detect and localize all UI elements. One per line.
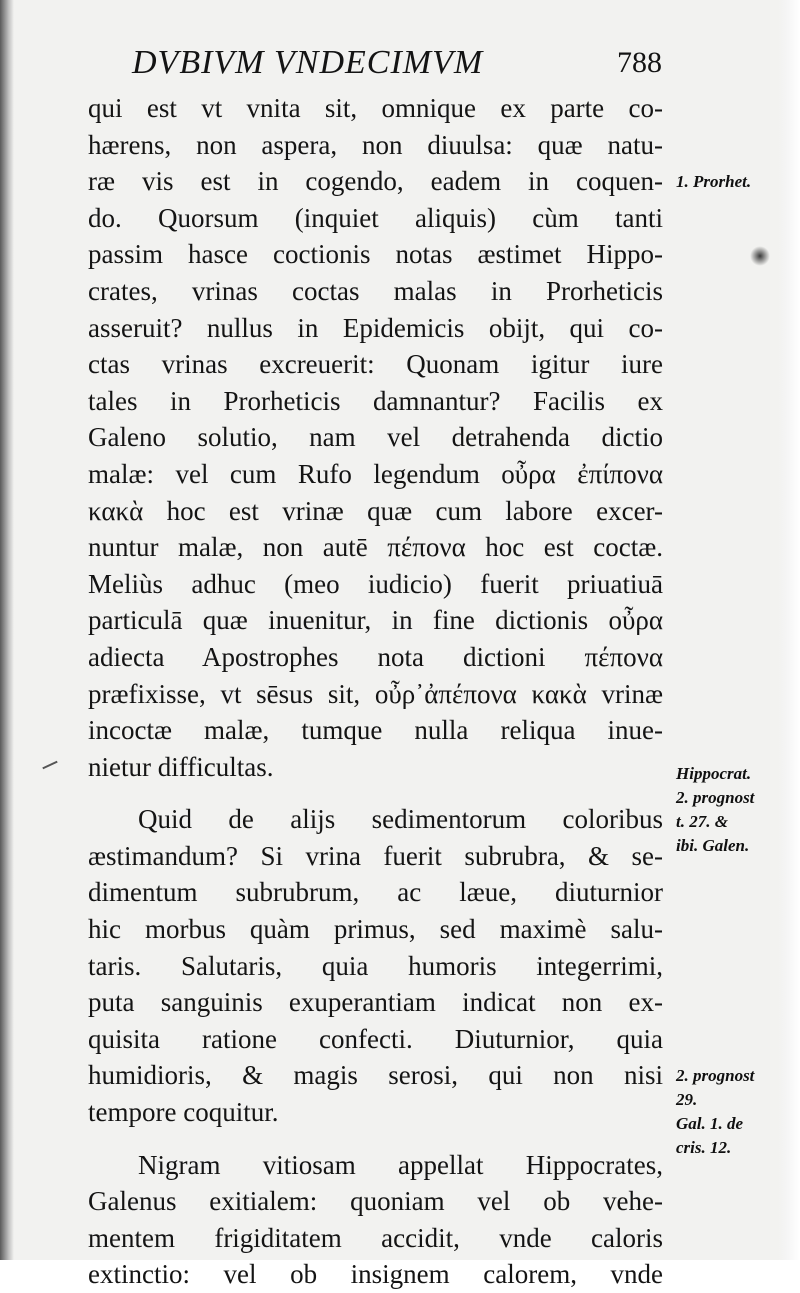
text-line: quisita ratione confecti. Diuturnior, quia <box>88 1023 663 1054</box>
text-line: nuntur malæ, non autē πέπονα hoc est coctæ. <box>88 532 663 563</box>
text-line: qui est vt vnita sit, omnique ex parte co- <box>88 93 663 123</box>
text-line: mentem frigiditatem accidit, vnde caloris <box>88 1222 663 1253</box>
text-line: puta sanguinis exuperantiam indicat non ex- <box>88 987 663 1018</box>
ink-speck <box>750 246 770 266</box>
margin-note-line: 2. prognost <box>676 788 755 807</box>
margin-note-line: ibi. Galen. <box>676 836 750 855</box>
text-line: dimentum subrubrum, ac læue, diuturnior <box>88 877 663 908</box>
running-title: DVBIVM VNDECIMVM <box>132 44 484 81</box>
running-head <box>132 44 662 94</box>
margin-note-line: 29. <box>676 1090 698 1109</box>
text-line: particulā quæ inuenitur, in fine dictionis οὖρα <box>88 605 663 636</box>
text-line: asseruit? nullus in Epidemicis obijt, qui co- <box>88 312 663 343</box>
margin-pen-mark <box>42 761 57 770</box>
text-line: crates, vrinas coctas malas in Prorheticis <box>88 275 663 306</box>
page-number: 788 <box>617 46 662 79</box>
margin-note <box>676 762 754 858</box>
margin-note-line: t. 27. & <box>676 812 728 831</box>
text-line: tales in Prorheticis damnantur? Facilis ex <box>88 385 663 416</box>
margin-note-line: 2. prognost <box>676 1066 755 1085</box>
text-line: æstimandum? Si vrina fuerit subrubra, & se- <box>88 840 663 871</box>
page-edge <box>778 0 800 1260</box>
margin-note <box>676 1064 754 1160</box>
text-line: κακὰ hoc est vrinæ quæ cum labore excer- <box>88 495 663 526</box>
text-line: præfixisse, vt sēsus sit, οὖρ᾽ἀπέπονα κακὰ vrinæ <box>88 678 663 709</box>
text-line: taris. Salutaris, quia humoris integerrimi, <box>88 950 663 981</box>
text-line: hic morbus quàm primus, sed maximè salu- <box>88 914 663 945</box>
margin-note-line: 1. Prorhet. <box>676 172 752 191</box>
paragraph-start-line: Quid de alijs sedimentorum coloribus <box>138 804 663 835</box>
margin-note <box>676 170 751 194</box>
margin-note-line: Gal. 1. de <box>676 1114 744 1133</box>
text-line: tempore coquitur. <box>88 1097 279 1128</box>
text-line: Galenus exitialem: quoniam vel ob vehe- <box>88 1186 663 1217</box>
text-line: hærens, non aspera, non diuulsa: quæ natu- <box>88 129 663 160</box>
text-line: adiecta Apostrophes nota dictioni πέπονα <box>88 641 663 672</box>
text-line: passim hasce coctionis notas æstimet Hippo- <box>88 239 663 270</box>
text-line: Meliùs adhuc (meo iudicio) fuerit priuatiuā <box>88 568 663 599</box>
paragraph-gap <box>88 1131 663 1147</box>
margin-note-line: Hippocrat. <box>676 764 752 783</box>
text-line: malæ: vel cum Rufo legendum οὖρα ἐπίπονα <box>88 458 663 489</box>
paragraph-start-line: Nigram vitiosam appellat Hippocrates, <box>138 1149 663 1180</box>
text-line: ctas vrinas excreuerit: Quonam igitur iure <box>88 349 663 380</box>
text-line: Galeno solutio, nam vel detrahenda dictio <box>88 422 663 453</box>
text-line: incoctæ malæ, tumque nulla reliqua inue- <box>88 715 663 746</box>
text-line: extinctio: vel ob insignem calorem, vnde <box>88 1259 663 1290</box>
text-line: nietur difficultas. <box>88 751 274 782</box>
margin-note-line: cris. 12. <box>676 1138 732 1157</box>
page-binding-shadow <box>0 0 14 1260</box>
paragraph-gap <box>88 785 663 801</box>
text-line: humidioris, & magis serosi, qui non nisi <box>88 1060 663 1091</box>
body-text <box>88 90 663 1293</box>
text-line: ræ vis est in cogendo, eadem in coquen- <box>88 166 663 197</box>
text-line: do. Quorsum (inquiet aliquis) cùm tanti <box>88 202 663 233</box>
